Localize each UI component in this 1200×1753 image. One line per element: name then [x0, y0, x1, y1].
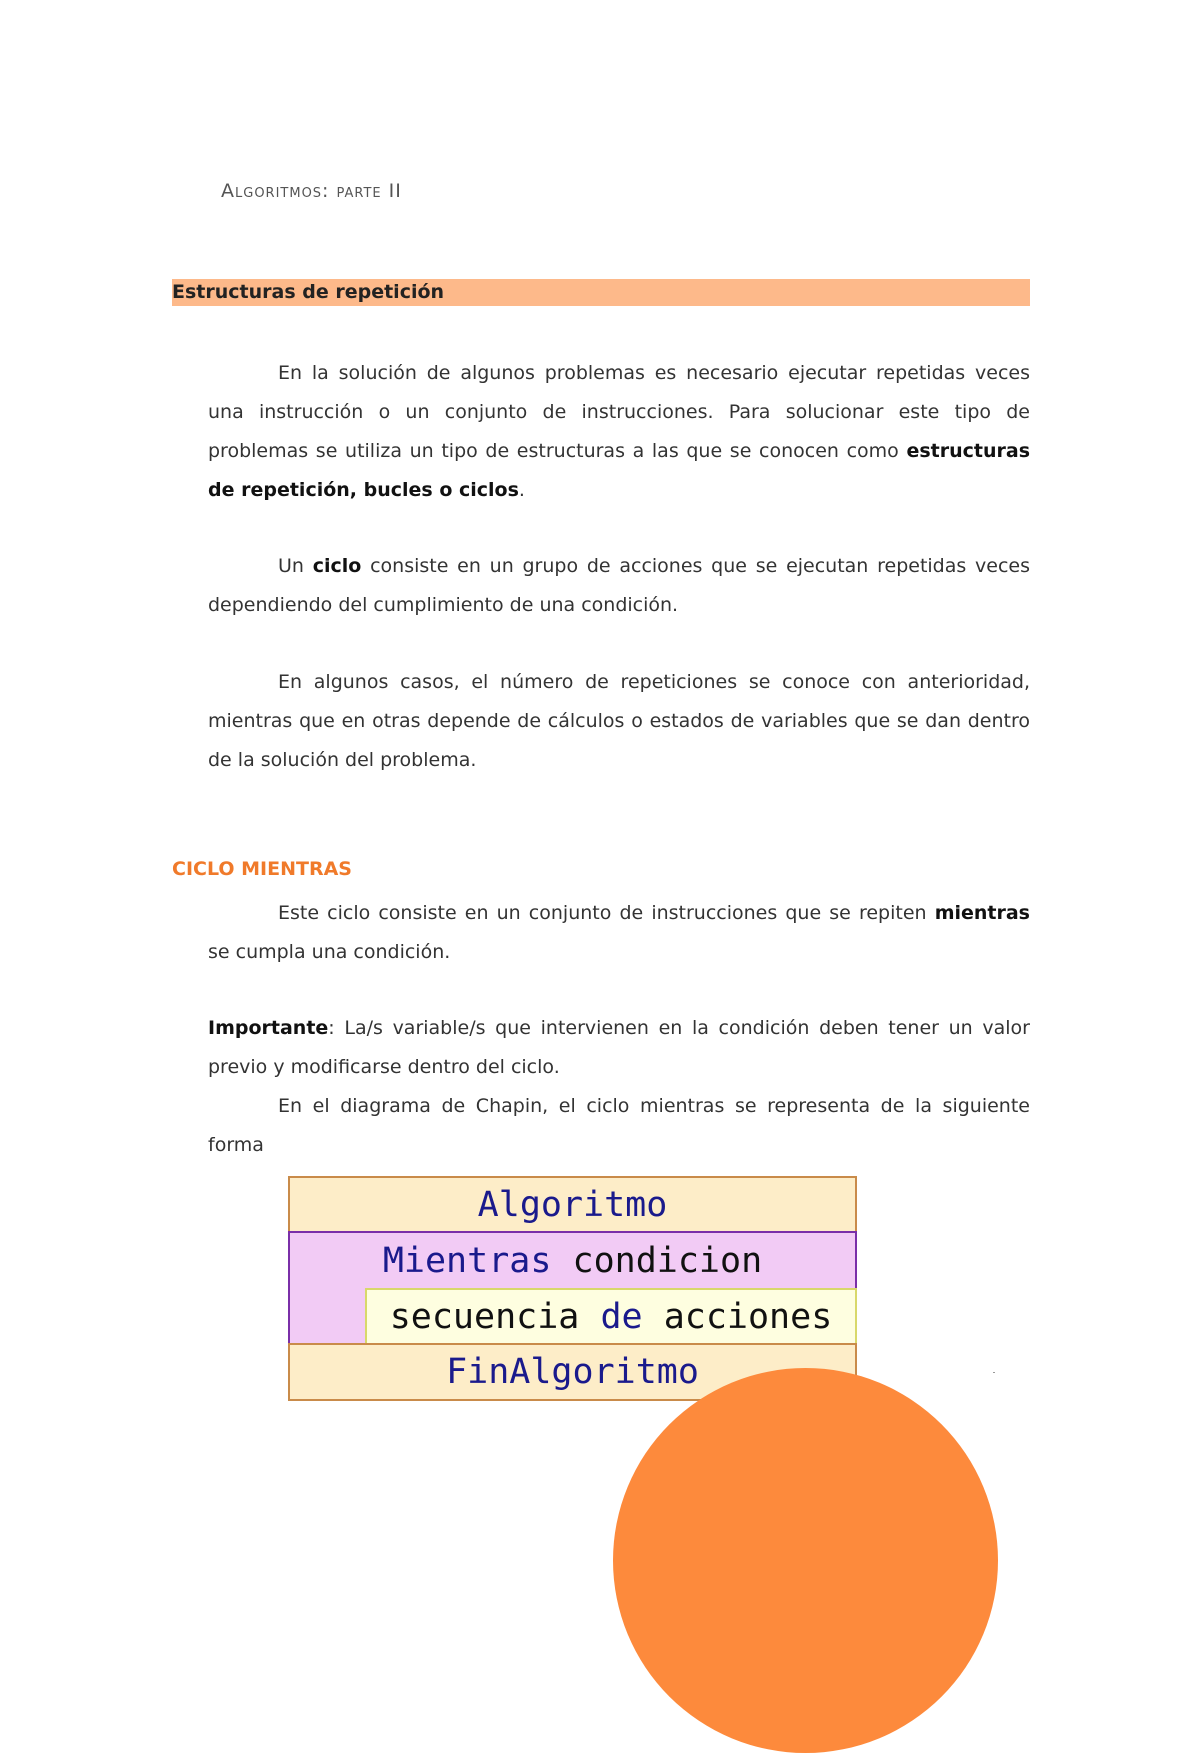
diagram-body-row — [365, 1288, 857, 1345]
diagram-finalgoritmo-row: FinAlgoritmo — [288, 1343, 857, 1401]
section-title: Estructuras de repetición — [172, 281, 445, 303]
diagram-mientras-row — [290, 1233, 855, 1288]
diagram-condition: condicion — [572, 1240, 763, 1281]
diagram-mientras-block — [288, 1231, 857, 1345]
chapin-diagram — [288, 1176, 857, 1401]
paragraph-ciclo — [208, 547, 1030, 625]
paragraph-mientras-start: Este ciclo consiste en un conjunto de instrucciones que se repiten — [278, 902, 935, 924]
decorative-dot — [993, 1372, 995, 1373]
paragraph-mientras — [208, 894, 1030, 972]
paragraph-mientras-bold: mientras — [934, 902, 1030, 924]
diagram-body-b: acciones — [663, 1296, 833, 1337]
paragraph-intro-end: . — [518, 479, 525, 501]
paragraph-chapin: En el diagrama de Chapin, el ciclo mientras se representa de la siguiente forma — [208, 1095, 1030, 1156]
paragraph-importante — [208, 1009, 1030, 1087]
diagram-body-keyword: de — [600, 1296, 643, 1337]
paragraph-repeticiones: En algunos casos, el número de repeticiones se conoce con anterioridad, mientras que en otras depende de cálculos o estados de variables que se dan dentro de la solución del problema. — [208, 671, 1030, 771]
page-header: Algoritmos: parte II — [221, 180, 402, 202]
paragraph-ciclo-rest: consiste en un grupo de acciones que se ejecutan repetidas veces dependiendo del cumplimiento de una condición. — [208, 555, 1030, 616]
diagram-mientras-keyword: Mientras — [382, 1240, 552, 1281]
paragraph-intro — [208, 354, 1030, 510]
subsection-title: CICLO MIENTRAS — [172, 858, 352, 880]
paragraph-mientras-rest: se cumpla una condición. — [208, 941, 451, 963]
section-heading-bar — [172, 279, 1030, 306]
importante-label: Importante — [208, 1017, 329, 1039]
importante-text: : La/s variable/s que intervienen en la condición deben tener un valor previo y modificarse dentro del ciclo. — [208, 1017, 1030, 1078]
paragraph-ciclo-bold: ciclo — [312, 555, 362, 577]
paragraph-intro-bold: estructuras de repetición, bucles o ciclos — [208, 440, 1030, 501]
paragraph-ciclo-start: Un — [278, 555, 313, 577]
diagram-body-a: secuencia — [389, 1296, 580, 1337]
paragraph-intro-text: En la solución de algunos problemas es necesario ejecutar repetidas veces una instrucción o un conjunto de instrucciones. Para solucionar este tipo de problemas se utiliza un tipo de estructuras a las que se conocen como — [208, 362, 1030, 462]
diagram-algoritmo-row: Algoritmo — [288, 1176, 857, 1233]
decorative-orange-circle — [613, 1368, 998, 1753]
